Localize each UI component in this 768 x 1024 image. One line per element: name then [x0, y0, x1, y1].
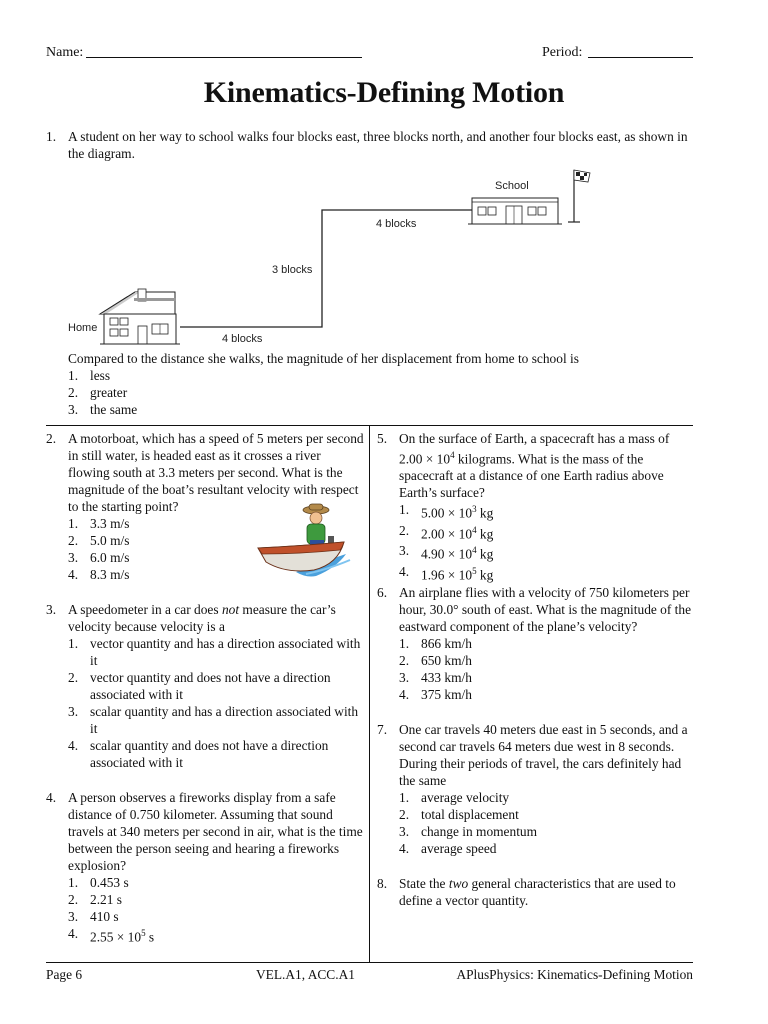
- answer-option[interactable]: 4. average speed: [399, 841, 497, 856]
- answer-option[interactable]: 4. 375 km/h: [399, 687, 472, 702]
- answer-options: [399, 635, 695, 703]
- answer-option[interactable]: 4. 8.3 m/s: [68, 567, 130, 582]
- answer-option[interactable]: 3. 410 s: [68, 909, 119, 924]
- answer-option[interactable]: 2. total displacement: [399, 807, 519, 822]
- answer-option[interactable]: 4. scalar quantity and does not have a direction associated with it: [68, 738, 329, 770]
- question-4: 4. A person observes a fireworks display from a safe distance of 0.750 kilometer. Assuming that sound travels at 340 meters per second in air, what is the time between the person seeing and hearing a fireworks explosion? 1. 0.453 s 2. 2.21 s 3. 410 s 4. $2.55 \times 10^5$ s: [46, 790, 363, 945]
- question-2: 2. A motorboat, which has a speed of 5 meters per second in still water, is headed east as it crosses a river flowing south at 3.3 meters per second. What is the magnitude of the boat’s resultant velocity with respect to the starting point? 1. 3.3 m/s 2. 5.0 m/s 3. 6.0 m/s 4. 8.3 m/s: [46, 431, 364, 582]
- answer-options: [68, 635, 364, 771]
- segment-label-east-2: 4 blocks: [376, 218, 417, 230]
- answer-option[interactable]: 2. vector quantity and does not have a direction associated with it: [68, 670, 331, 702]
- question-stem: A person observes a fireworks display from a safe distance of 0.750 kilometer. Assuming that sound travels at 340 meters per second in air, what is the time between the person seeing and hearing a fireworks explosion?: [68, 790, 363, 873]
- period-label: Period:: [542, 45, 583, 60]
- answer-options: [68, 367, 698, 418]
- school-icon: [468, 198, 562, 224]
- answer-option[interactable]: 3. $4.90 \times 10^4$ kg: [399, 543, 494, 562]
- question-1: [46, 128, 696, 162]
- answer-option[interactable]: 3. 433 km/h: [399, 670, 472, 685]
- name-blank-line: [86, 57, 362, 58]
- segment-label-north: 3 blocks: [272, 264, 313, 276]
- path-line: [180, 210, 472, 327]
- motorboat-illustration: [256, 502, 352, 582]
- answer-options: [399, 789, 695, 857]
- question-stem: A speedometer in a car does not measure the car’s velocity because velocity is a: [68, 602, 336, 634]
- answer-option[interactable]: 1. 0.453 s: [68, 875, 129, 890]
- answer-option[interactable]: 1. vector quantity and has a direction associated with it: [68, 636, 361, 668]
- question-stem: One car travels 40 meters due east in 5 seconds, and a second car travels 64 meters due west in 8 seconds. During their periods of travel, the cars definitely had the same: [399, 722, 688, 788]
- question-stem: State the two general characteristics that are used to define a vector quantity.: [399, 876, 676, 908]
- question-6: 6. An airplane flies with a velocity of 750 kilometers per hour, 30.0° south of east. What is the magnitude of the eastward component of the plane’s velocity? 1. 866 km/h 2. 650 km/h 3. 433 km/h 4. 375 km/h: [377, 584, 695, 703]
- flag-icon: [568, 170, 590, 222]
- question-number: 1.: [46, 129, 57, 144]
- page-title: Kinematics-Defining Motion: [203, 76, 565, 109]
- question-stem: A student on her way to school walks four blocks east, three blocks north, and another four blocks east, as shown in the diagram.: [68, 129, 688, 161]
- home-label: Home: [68, 322, 98, 334]
- segment-label-east-1: 4 blocks: [222, 333, 263, 345]
- answer-option[interactable]: 4. $1.96 \times 10^5$ kg: [399, 563, 494, 583]
- question-1-prompt: [68, 350, 698, 418]
- answer-option[interactable]: 4. $2.55 \times 10^5$ s: [68, 926, 155, 945]
- answer-option[interactable]: 1. 3.3 m/s: [68, 516, 130, 531]
- school-label: School: [495, 180, 529, 192]
- answer-option[interactable]: 1. less: [68, 368, 111, 383]
- standards-code: VEL.A1, ACC.A1: [256, 967, 355, 982]
- answer-option[interactable]: 2. greater: [68, 385, 128, 400]
- question-5: 5. On the surface of Earth, a spacecraft has a mass of $2.00 \times 10^4$ kilograms. What is the mass of the spacecraft at a distance of one Earth radius above Earth’s surface? 1. $5.00 \times 10^3$ kg 2. $2.00 \times 10^4$ kg 3. $4.90 \times 10^4$ kg 4. $1.96 \times 10^5$ kg: [377, 430, 695, 583]
- source-credit: APlusPhysics: Kinematics-Defining Motion: [456, 967, 693, 982]
- name-label: Name:: [46, 45, 84, 60]
- answer-options: [399, 501, 695, 583]
- question-8: 8. State the two general characteristics that are used to define a vector quantity.: [377, 875, 695, 909]
- question-3: 3. A speedometer in a car does not measure the car’s velocity because velocity is a 1. vector quantity and has a direction associated with it 2. vector quantity and does not have a direction associated with it 3. scalar quantity and has a direction associated with it 4. scalar quantity and does not have a direction associated with it: [46, 601, 364, 771]
- answer-option[interactable]: 3. the same: [68, 402, 138, 417]
- question-stem: An airplane flies with a velocity of 750 kilometers per hour, 30.0° south of east. What is the magnitude of the eastward component of the plane’s velocity?: [399, 585, 692, 634]
- walking-path-diagram: [60, 164, 620, 350]
- answer-option[interactable]: 2. 5.0 m/s: [68, 533, 130, 548]
- answer-option[interactable]: 2. $2.00 \times 10^4$ kg: [399, 522, 494, 542]
- answer-option[interactable]: 3. change in momentum: [399, 824, 538, 839]
- footer-divider: [46, 962, 693, 963]
- answer-option[interactable]: 3. 6.0 m/s: [68, 550, 130, 565]
- answer-option[interactable]: 1. $5.00 \times 10^3$ kg: [399, 502, 494, 521]
- answer-option[interactable]: 2. 2.21 s: [68, 892, 122, 907]
- question-7: 7. One car travels 40 meters due east in 5 seconds, and a second car travels 64 meters due west in 8 seconds. During their periods of travel, the cars definitely had the same 1. average velocity 2. total displacement 3. change in momentum 4. average speed: [377, 721, 695, 857]
- answer-options: [68, 874, 364, 945]
- answer-option[interactable]: 3. scalar quantity and has a direction associated with it: [68, 704, 359, 736]
- answer-option[interactable]: 1. 866 km/h: [399, 636, 472, 651]
- question-stem: A motorboat, which has a speed of 5 meters per second in still water, is headed east as it crosses a river flowing south at 3.3 meters per second. What is the magnitude of the boat’s resultant velocity with respect to the starting point?: [68, 431, 364, 514]
- period-blank-line: [588, 57, 693, 58]
- page-number: Page 6: [46, 967, 83, 982]
- answer-option[interactable]: 2. 650 km/h: [399, 653, 472, 668]
- house-icon: [100, 289, 180, 344]
- column-divider: [369, 425, 370, 962]
- question-text: Compared to the distance she walks, the magnitude of her displacement from home to school is: [68, 351, 579, 366]
- answer-option[interactable]: 1. average velocity: [399, 790, 510, 805]
- question-stem: On the surface of Earth, a spacecraft has a mass of $2.00 \times 10^4$ kilograms. What is the mass of the spacecraft at a distance of one Earth radius above Earth’s surface?: [399, 431, 670, 501]
